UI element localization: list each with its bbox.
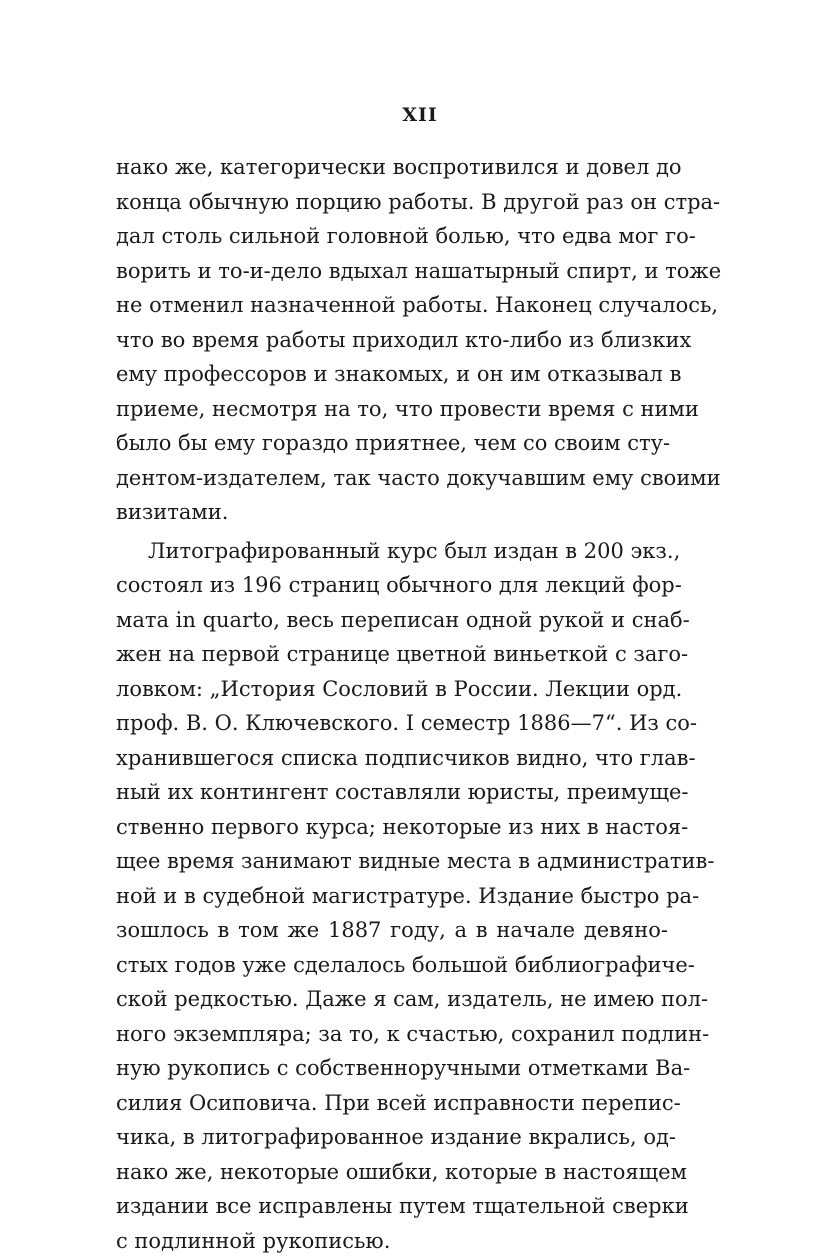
text-line: мата in quarto, весь переписан одной рукой и снаб- xyxy=(116,603,668,638)
text-line: визитами. xyxy=(116,495,668,530)
text-line: ственно первого курса; некоторые из них в настоя- xyxy=(116,810,668,845)
text-line: приеме, несмотря на то, что провести время с ними xyxy=(116,392,668,427)
text-line: состоял из 196 страниц обычного для лекций фор- xyxy=(116,568,668,603)
text-line: что во время работы приходил кто-либо из близких xyxy=(116,323,668,358)
text-line: конца обычную порцию работы. В другой раз он стра- xyxy=(116,185,668,220)
text-line: нако же, категорически воспротивился и довел до xyxy=(116,150,668,185)
text-line: щее время занимают видные места в административ- xyxy=(116,844,668,879)
text-line: проф. В. О. Ключевского. I семестр 1886—7“. Из со- xyxy=(116,706,668,741)
text-line: ворить и то-и-дело вдыхал нашатырный спирт, и тоже xyxy=(116,254,668,289)
text-line: стых годов уже сделалось большой библиографиче- xyxy=(116,948,668,983)
paragraph-1 xyxy=(116,150,668,530)
text-line: с подлинной рукописью. xyxy=(116,1224,668,1258)
text-line: ный их контингент составляли юристы, преимуще- xyxy=(116,775,668,810)
text-line: издании все исправлены путем тщательной сверки xyxy=(116,1189,668,1224)
text-line: дал столь сильной головной болью, что едва мог го- xyxy=(116,219,668,254)
text-line: хранившегося списка подписчиков видно, что глав- xyxy=(116,741,668,776)
text-line: ской редкостью. Даже я сам, издатель, не имею пол- xyxy=(116,982,668,1017)
text-line: силия Осиповича. При всей исправности перепис- xyxy=(116,1086,668,1121)
text-line: нако же, некоторые ошибки, которые в настоящем xyxy=(116,1155,668,1190)
text-line: ему профессоров и знакомых, и он им отказывал в xyxy=(116,357,668,392)
text-line: чика, в литографированное издание вкрались, од- xyxy=(116,1120,668,1155)
text-line: не отменил назначенной работы. Наконец случалось, xyxy=(116,288,668,323)
text-line: ную рукопись с собственноручными отметками Ва- xyxy=(116,1051,668,1086)
text-line: жен на первой странице цветной виньеткой с заго- xyxy=(116,637,668,672)
text-line: Литографированный курс был издан в 200 экз., xyxy=(116,534,668,569)
paragraph-2 xyxy=(116,534,668,1258)
text-line: было бы ему гораздо приятнее, чем со своим сту- xyxy=(116,426,668,461)
text-line: дентом-издателем, так часто докучавшим ему своими xyxy=(116,461,668,496)
text-line: ного экземпляра; за то, к счастью, сохранил подлин- xyxy=(116,1017,668,1052)
text-line: ловком: „История Сословий в России. Лекции орд. xyxy=(116,672,668,707)
body-text xyxy=(116,150,668,1258)
text-line: ной и в судебной магистратуре. Издание быстро ра- xyxy=(116,879,668,914)
text-line: зошлось в том же 1887 году, а в начале девяно- xyxy=(116,913,668,948)
page-number: XII xyxy=(0,104,840,126)
